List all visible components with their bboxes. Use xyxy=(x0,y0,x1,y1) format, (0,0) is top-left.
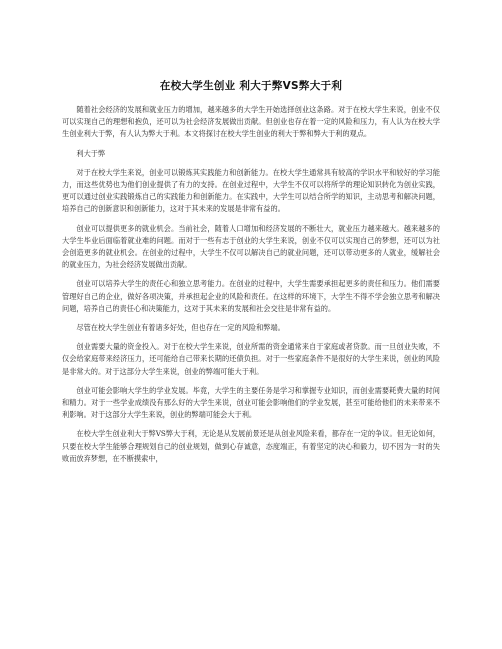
body-paragraph: 创业可以培养大学生的责任心和独立思考能力。在创业的过程中，大学生需要承担起更多的责任和压力。他们需要管理好自己的企业，做好各项决策，并承担起企业的风险和责任。在这样的环境下，大学生不得不学会独立思考和解决问题，培养自己的责任心和决策能力，这对于其未来的发展和社会交往是非常有益的。 xyxy=(62,279,440,313)
body-paragraph: 对于在校大学生来说，创业可以锻炼其实践能力和创新能力。在校大学生通常具有较高的学识水平和较好的学习能力，而这些优势也为他们创业提供了有力的支持。在创业过程中，大学生不仅可以将所学的理论知识转化为创业实践，更可以通过创业实践锻炼自己的实践能力和创新能力。在实践中，大学生可以结合所学的知识，主动思考和解决问题，培养自己的创新意识和创新能力，这对于其未来的发展是非常有益的。 xyxy=(62,167,440,214)
body-paragraph: 在校大学生创业利大于弊VS弊大于利，无论是从发展前景还是从创业风险来看，都存在一定的争议。但无论如何，只要在校大学生能够合理规划自己的创业规划，做到心存诚意，态度端正，有着坚定的决心和毅力，切不因为一时的失败而放弃梦想，在不断摸索中， xyxy=(62,429,440,463)
document-title: 在校大学生创业 利大于弊VS弊大于利 xyxy=(159,80,343,92)
section-heading: 利大于弊 xyxy=(76,148,106,158)
intro-paragraph: 随着社会经济的发展和就业压力的增加，越来越多的大学生开始选择创业这条路。对于在校大学生来说，创业不仅可以实现自己的理想和抱负，还可以为社会经济发展做出贡献。但创业也存在着一定的风险和压力，有人认为在校大学生创业利大于弊，有人认为弊大于利。本文将探讨在校大学生创业的利大于弊和弊大于利的观点。 xyxy=(62,105,440,139)
body-paragraph: 尽管在校大学生创业有着诸多好处，但也存在一定的风险和弊端。 xyxy=(76,323,285,333)
body-paragraph: 创业可以提供更多的就业机会。当前社会，随着人口增加和经济发展的不断壮大，就业压力越来越大。越来越多的大学生毕业后面临着就业难的问题。而对于一些有志于创业的大学生来说，创业不仅可以实现自己的梦想，还可以为社会创造更多的就业机会。在创业的过程中，大学生不仅可以解决自己的就业问题，还可以带动更多的人就业，缓解社会的就业压力，为社会经济发展做出贡献。 xyxy=(62,223,440,270)
body-paragraph: 创业需要大量的资金投入。对于在校大学生来说，创业所需的资金通常来自于家庭或者贷款。而一旦创业失败，不仅会给家庭带来经济压力，还可能给自己带来长期的还债负担。对于一些家庭条件不是很好的大学生来说，创业的风险是非常大的。对于这部分大学生来说，创业的弊端可能大于利。 xyxy=(62,342,440,376)
body-paragraph: 创业可能会影响大学生的学业发展。毕竟，大学生的主要任务是学习和掌握专业知识，而创业需要耗费大量的时间和精力。对于一些学业成绩没有那么好的大学生来说，创业可能会影响他们的学业发展，甚至可能给他们的未来带来不利影响。对于这部分大学生来说，创业的弊端可能会大于利。 xyxy=(62,385,440,420)
